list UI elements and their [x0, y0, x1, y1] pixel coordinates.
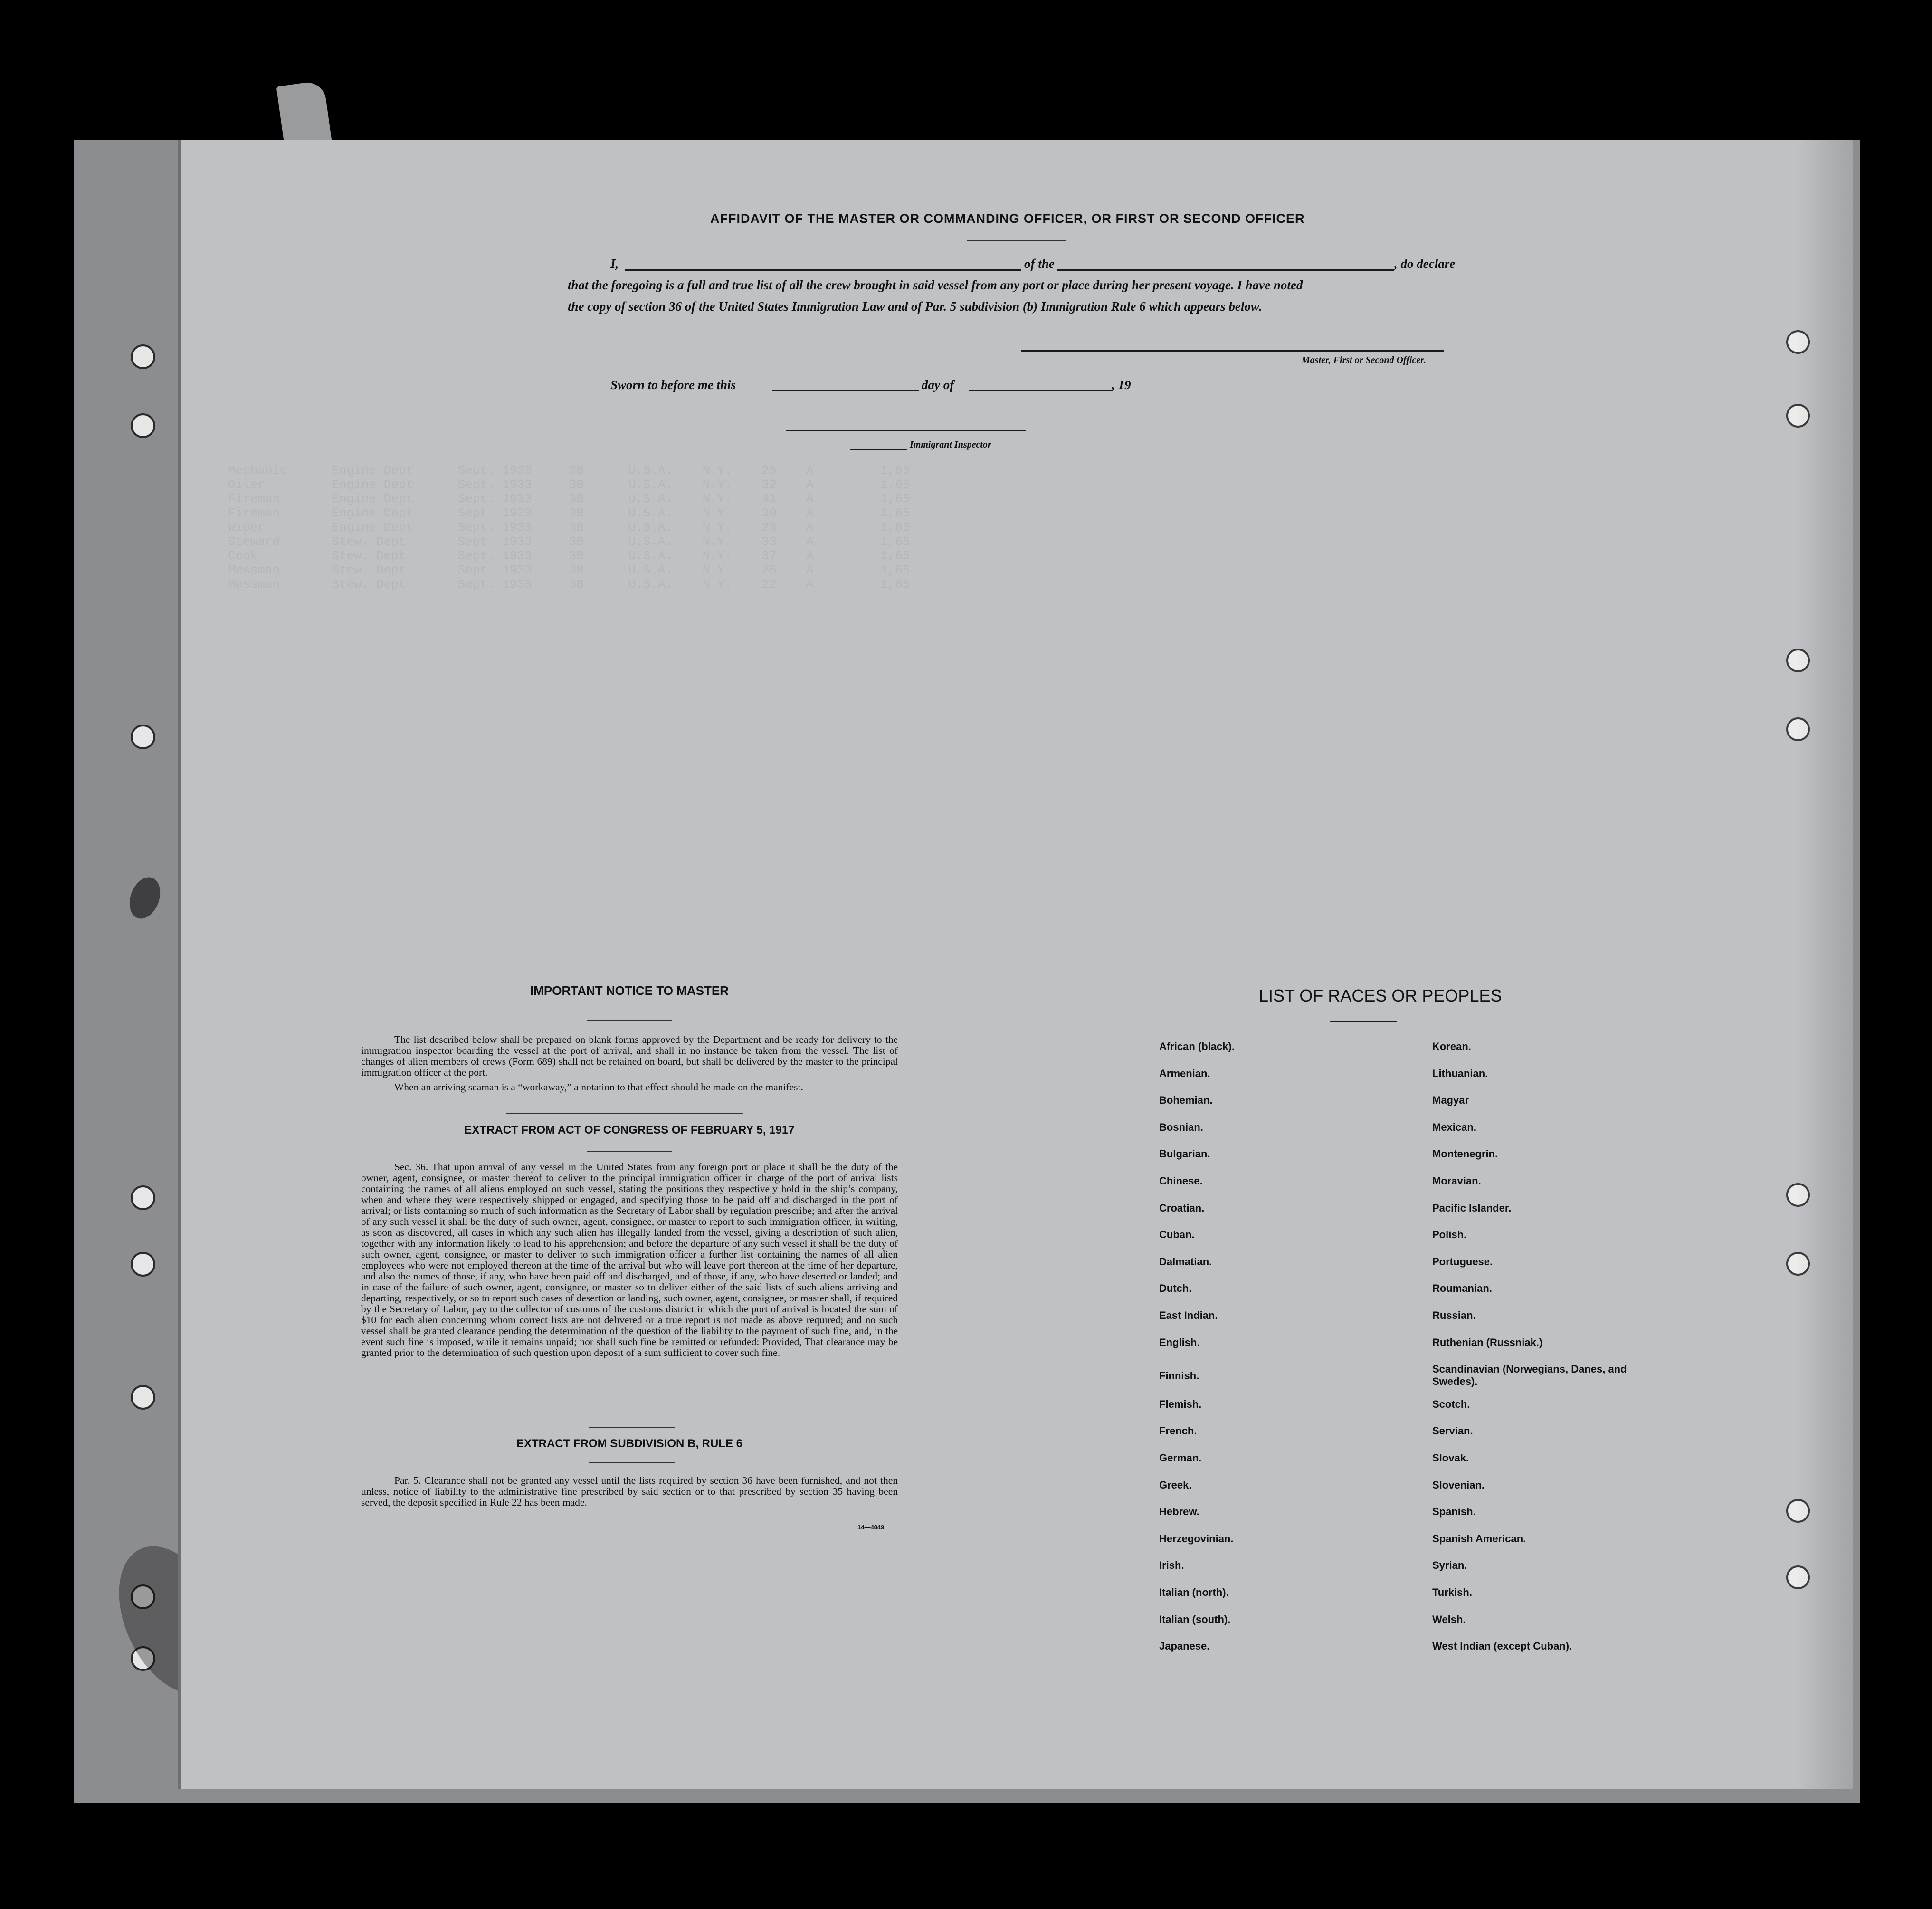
manifest-page [181, 140, 1853, 1789]
page-hole [1786, 1565, 1810, 1589]
torn-tab [276, 80, 332, 148]
notice-heading: IMPORTANT NOTICE TO MASTER [530, 983, 729, 998]
race-item: Slovenian. [1432, 1479, 1485, 1491]
divider [589, 1427, 675, 1428]
race-item: German. [1159, 1451, 1202, 1464]
page-hole [1786, 649, 1810, 672]
divider [589, 1462, 675, 1463]
race-item: Finnish. [1159, 1370, 1199, 1382]
divider [1330, 1021, 1397, 1022]
divider [587, 1020, 672, 1021]
race-item: Cuban. [1159, 1229, 1195, 1241]
race-item: Korean. [1432, 1040, 1471, 1052]
notice-paragraph-1: The list described below shall be prepared on blank forms approved by the Department and be ready for delivery to the immigration inspector boarding the vessel at the port of arrival, and shall in no instance be taken from the vessel. The list of changes of alien members of crews (Form 689) shall not be retained on board, but shall be delivered by the master to the principal immigration officer at the port. [361, 1034, 898, 1078]
affidavit-i: I, [610, 257, 619, 271]
page-hole [1786, 717, 1810, 741]
page-hole [1786, 1252, 1810, 1276]
race-item: Montenegrin. [1432, 1148, 1498, 1160]
race-item: Polish. [1432, 1229, 1467, 1241]
vessel-blank [1062, 269, 1394, 271]
race-item: Irish. [1159, 1559, 1184, 1572]
page-hole [1786, 1499, 1810, 1523]
race-item: Lithuanian. [1432, 1067, 1488, 1079]
race-item: Slovak. [1432, 1451, 1469, 1464]
race-item: Herzegovinian. [1159, 1532, 1234, 1545]
binder-hole [131, 1185, 155, 1210]
race-item: Hebrew. [1159, 1506, 1199, 1518]
race-item: Bohemian. [1159, 1094, 1213, 1107]
affidavit-of-the: of the [1021, 257, 1057, 271]
race-item: West Indian (except Cuban). [1432, 1640, 1572, 1652]
race-item: Greek. [1159, 1479, 1192, 1491]
race-item: Servian. [1432, 1425, 1473, 1437]
race-item: French. [1159, 1425, 1197, 1437]
bleed-through: Mechanic Engine Dept Sept. 1933 3B U.S.A. N.Y. 25 A 1,65 Oiler Engine Dept Sept. 1933 3B U.S.A. N.Y. 32 A 1,65 Fireman Engine Dept Sept. 1933 3B U.S.A. N.Y. 41 A 1,65 Fireman Engine Dept Sept. 1933 3B U.S.A. N.Y. 30 A 1,65 Wiper Engine Dept Sept. 1933 3B U.S.A. N.Y. 28 A 1,65 Steward Stew. Dept Sept. 1933 3B U.S.A. N.Y. 33 A 1,65 Cook Stew. Dept Sept. 1933 3B U.S.A. N.Y. 37 A 1,65 Messman Stew. Dept Sept. 1933 3B U.S.A. N.Y. 26 A 1,65 Messman Stew. Dept Sept. 1933 3B U.S.A. N.Y. 22 A 1,65 [228, 463, 910, 592]
affidavit-declare: , do declare [1394, 257, 1456, 271]
race-item: Italian (south). [1159, 1613, 1231, 1625]
inspector-label: Immigrant Inspector [910, 439, 991, 450]
affidavit-title: AFFIDAVIT OF THE MASTER OR COMMANDING OFFICER, OR FIRST OR SECOND OFFICER [710, 211, 1305, 226]
form-number: 14—4849 [857, 1524, 885, 1531]
race-item: English. [1159, 1336, 1200, 1348]
extract-act-heading: EXTRACT FROM ACT OF CONGRESS OF FEBRUARY 5, 1917 [464, 1124, 795, 1136]
divider [506, 1113, 743, 1114]
sworn-text: Sworn to before me this [610, 378, 736, 392]
race-item: Bulgarian. [1159, 1148, 1210, 1160]
binder-hole [131, 413, 155, 438]
race-item: Welsh. [1432, 1613, 1466, 1625]
day-of-text: day of [922, 378, 954, 392]
race-item: Armenian. [1159, 1067, 1210, 1079]
binder-hole [131, 1252, 155, 1277]
race-item: Spanish American. [1432, 1532, 1526, 1545]
divider [967, 240, 1066, 241]
race-item: Syrian. [1432, 1559, 1467, 1572]
ink-smudge [124, 873, 165, 923]
race-item: Ruthenian (Russniak.) [1432, 1336, 1543, 1348]
divider [587, 1151, 672, 1152]
race-item: Croatian. [1159, 1202, 1205, 1214]
races-title: LIST OF RACES OR PEOPLES [1259, 986, 1502, 1005]
race-item: Roumanian. [1432, 1282, 1492, 1295]
binder-hole [131, 1385, 155, 1410]
race-item: Dutch. [1159, 1282, 1192, 1295]
affidavit-line-2: that the foregoing is a full and true list of all the crew brought in said vessel from any port or place during her present voyage. I have noted [568, 278, 1303, 292]
race-item: Russian. [1432, 1309, 1476, 1321]
inspector-signature-line [786, 430, 1026, 431]
race-item: Bosnian. [1159, 1121, 1203, 1133]
day-blank [772, 390, 919, 391]
race-item: Pacific Islander. [1432, 1202, 1512, 1214]
page-hole [1786, 330, 1810, 354]
race-item: African (black). [1159, 1040, 1235, 1052]
race-item: Scotch. [1432, 1398, 1470, 1410]
race-item: Turkish. [1432, 1586, 1472, 1598]
year-text: , 19 [1112, 378, 1131, 392]
binder-hole [131, 725, 155, 749]
section-36-text: Sec. 36. That upon arrival of any vessel in the United States from any foreign port or place it shall be the duty of the owner, agent, consignee, or master thereof to deliver to the principal immigration officer in charge of the port of arrival lists containing the names of all aliens employed on such vessel, stating the positions they respectively hold in the ship’s company, when and where they were respectively shipped or engaged, and specifying those to be paid off and discharged in the port of arrival; or lists containing so much of such information as the Secretary of Labor shall by regulation prescribe; and after the arrival of any such vessel it shall be the duty of such owner, agent, consignee, or master to report to such immigration officer, in writing, as soon as discovered, all cases in which any such alien has illegally landed from the vessel, giving a description of such alien, together with any information likely to lead to his apprehension; and before the departure of any such vessel it shall be the duty of such owner, agent, consignee, or master to deliver to such immigration officer a further list containing the names of all alien employees who were not employed thereon at the time of the arrival but who will leave port thereon at the time of her departure, and also the names of those, if any, who have been paid off and discharged, and of those, if any, who have deserted or landed; and in case of the failure of such owner, agent, consignee, or master so to deliver either of the said lists of such aliens arriving and departing, respectively, or so to report such cases of desertion or landing, such owner, agent, consignee, or master shall, if required by the Secretary of Labor, pay to the collector of customs of the customs district in which the port of arrival is located the sum of $10 for each alien concerning whom correct lists are not delivered or a true report is not made as above required; and no such vessel shall be granted clearance pending the determination of the question of the liability to the payment of such fine, and, in the event such fine is imposed, while it remains unpaid; nor shall such fine be remitted or refunded: Provided, That clearance may be granted prior to the determination of such question upon deposit of a sum sufficient to cover such fine. [361, 1161, 898, 1358]
extract-rule-heading: EXTRACT FROM SUBDIVISION B, RULE 6 [516, 1437, 743, 1450]
notice-paragraph-2: When an arriving seaman is a “workaway,” a notation to that effect should be made on the manifest. [394, 1081, 803, 1093]
par-5-text: Par. 5. Clearance shall not be granted any vessel until the lists required by section 36 have been furnished, and not then unless, notice of liability to the administrative fine prescribed by said section or to that prescribed by section 35 having been served, the deposit specified in Rule 22 has been made. [361, 1475, 898, 1508]
page-hole [1786, 404, 1810, 428]
month-blank [969, 390, 1112, 391]
race-item: Italian (north). [1159, 1586, 1229, 1598]
race-item: Magyar [1432, 1094, 1469, 1107]
inspector-dash [850, 449, 907, 450]
master-signature-label: Master, First or Second Officer. [1302, 355, 1426, 365]
race-item: East Indian. [1159, 1309, 1218, 1321]
race-item: Spanish. [1432, 1506, 1476, 1518]
race-item: Moravian. [1432, 1175, 1481, 1187]
race-item: Dalmatian. [1159, 1255, 1212, 1268]
signature-line [1021, 350, 1444, 352]
race-item: Portuguese. [1432, 1255, 1493, 1268]
race-item: Scandinavian (Norwegians, Danes, and Swedes). [1432, 1363, 1627, 1388]
race-item: Mexican. [1432, 1121, 1476, 1133]
race-item: Japanese. [1159, 1640, 1210, 1652]
page-hole [1786, 1183, 1810, 1207]
race-item: Chinese. [1159, 1175, 1203, 1187]
race-item: Flemish. [1159, 1398, 1202, 1410]
binder-hole [131, 344, 155, 369]
affidavit-line-3: the copy of section 36 of the United States Immigration Law and of Par. 5 subdivision (b) Immigration Rule 6 which appears below. [568, 299, 1262, 314]
